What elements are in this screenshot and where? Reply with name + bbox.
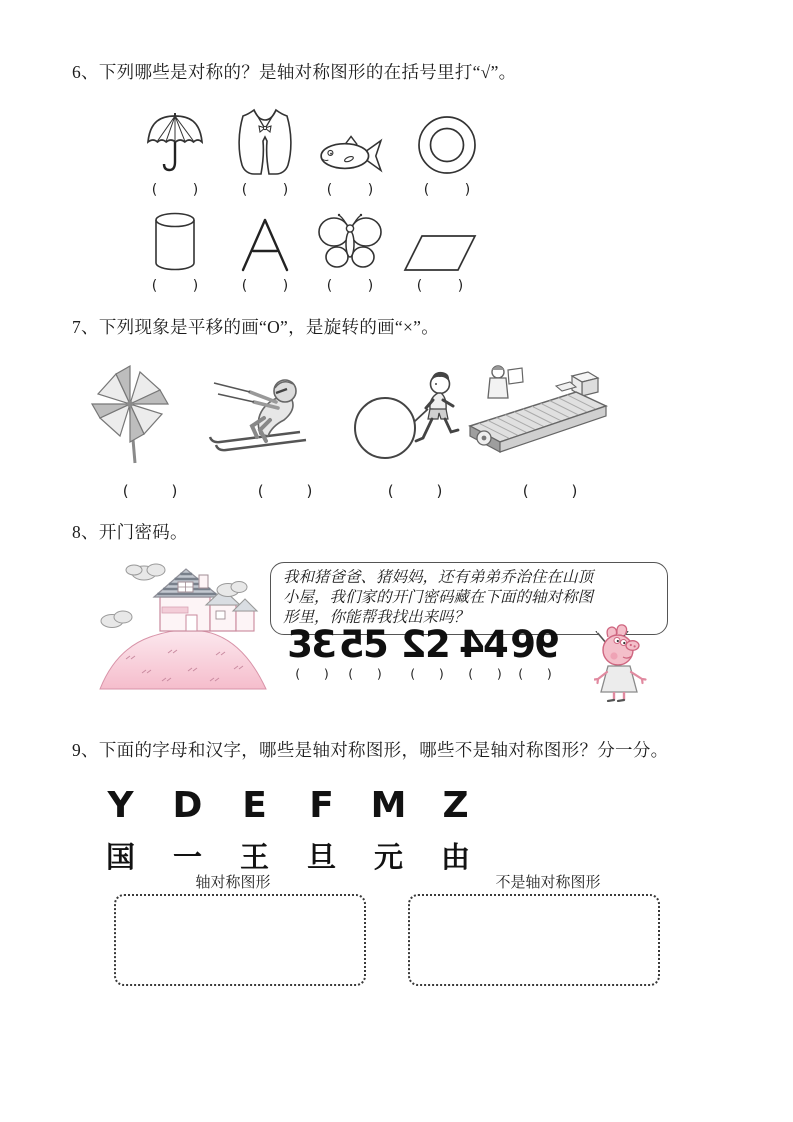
letter-item: E	[242, 785, 267, 826]
mirror-digit-pair: 44	[459, 623, 509, 666]
q6-answer-blank[interactable]: ( )	[241, 182, 289, 198]
q6-answer-blank[interactable]: ( )	[151, 278, 199, 294]
speech-line: 我和猪爸爸、猪妈妈，还有弟弟乔治住在山顶	[283, 569, 594, 586]
speech-line: 小屋，我们家的开门密码藏在下面的轴对称图	[283, 589, 594, 607]
q7-title: 7、下列现象是平移的画“O”，是旋转的画“×”。	[72, 317, 440, 337]
symmetric-box-label: 轴对称图形	[195, 875, 271, 891]
q6-item-letter-a	[219, 206, 311, 294]
q6-item-butterfly	[304, 202, 396, 294]
hanzi-item: 国	[105, 840, 135, 874]
q8-code-1	[282, 623, 342, 681]
skier-picture	[200, 362, 330, 462]
conveyor-belt-picture	[464, 362, 614, 460]
cylinder-icon	[151, 206, 199, 273]
q8-answer-blank[interactable]: ( )	[518, 666, 552, 681]
hanzi-item: 王	[239, 840, 269, 874]
q8-answer-blank[interactable]: ( )	[410, 666, 444, 681]
symmetric-answer-box[interactable]	[114, 894, 366, 986]
q8-answer-blank[interactable]: ( )	[348, 666, 382, 681]
pinwheel-picture	[78, 358, 188, 466]
q6-answer-blank[interactable]: ( )	[326, 182, 374, 198]
letter-item: M	[370, 785, 407, 826]
peppa-pig-picture	[594, 622, 652, 702]
mirror-digit-pair: 99	[510, 623, 560, 666]
q6-item-ring	[401, 104, 493, 198]
q6-answer-blank[interactable]: ( )	[151, 182, 199, 198]
hanzi-item: 旦	[306, 840, 336, 874]
q9-letters-row	[87, 784, 489, 828]
letter-item: D	[172, 785, 203, 826]
q8-code-3	[397, 623, 457, 681]
q7-answer-blank[interactable]: ( )	[387, 482, 443, 500]
q6-item-parallelogram	[394, 206, 486, 294]
letter-item: F	[309, 785, 334, 826]
q8-code-5	[505, 623, 565, 681]
mirror-digit-pair: 22	[401, 623, 451, 666]
q9-title: 9、下面的字母和汉字，哪些是轴对称图形，哪些不是轴对称图形？分一分。	[72, 740, 669, 760]
q6-answer-blank[interactable]: ( )	[416, 278, 464, 294]
q7-answer-blank[interactable]: ( )	[122, 482, 178, 500]
umbrella-icon	[145, 104, 205, 177]
parallelogram-icon	[402, 206, 478, 273]
butterfly-icon	[317, 202, 383, 273]
boy-rolling-hoop-picture	[352, 364, 472, 464]
speech-line: 形里，你能帮我找出来吗？	[283, 609, 470, 627]
q8-title: 8、开门密码。	[72, 522, 188, 542]
q8-answer-blank[interactable]: ( )	[295, 666, 329, 681]
pink-house-picture	[98, 557, 268, 691]
mirror-digit-pair: 55	[339, 623, 389, 666]
mirror-digit-pair: 33	[287, 623, 337, 666]
letter-a-shape-icon	[236, 206, 294, 273]
q6-answer-blank[interactable]: ( )	[241, 278, 289, 294]
q6-item-cylinder	[129, 206, 221, 294]
hanzi-item: 由	[440, 840, 470, 874]
not-symmetric-answer-box[interactable]	[408, 894, 660, 986]
q6-item-fish	[304, 104, 396, 198]
fish-icon	[317, 104, 383, 177]
q6-item-vest	[219, 100, 311, 198]
q7-answer-blank[interactable]: ( )	[257, 482, 313, 500]
q6-answer-blank[interactable]: ( )	[326, 278, 374, 294]
vest-icon	[236, 100, 294, 177]
letter-item: Y	[107, 785, 134, 826]
hanzi-item: 元	[373, 840, 403, 874]
letter-item: Z	[442, 785, 469, 826]
not-symmetric-box-label: 不是轴对称图形	[495, 875, 601, 891]
q6-item-umbrella	[129, 104, 221, 198]
hanzi-item: 一	[172, 840, 202, 874]
ring-icon	[415, 104, 479, 177]
q7-answer-blank[interactable]: ( )	[522, 482, 578, 500]
q6-answer-blank[interactable]: ( )	[423, 182, 471, 198]
q8-code-2	[335, 623, 395, 681]
q8-answer-blank[interactable]: ( )	[468, 666, 502, 681]
q6-title: 6、下列哪些是对称的？是轴对称图形的在括号里打“√”。	[72, 62, 517, 82]
